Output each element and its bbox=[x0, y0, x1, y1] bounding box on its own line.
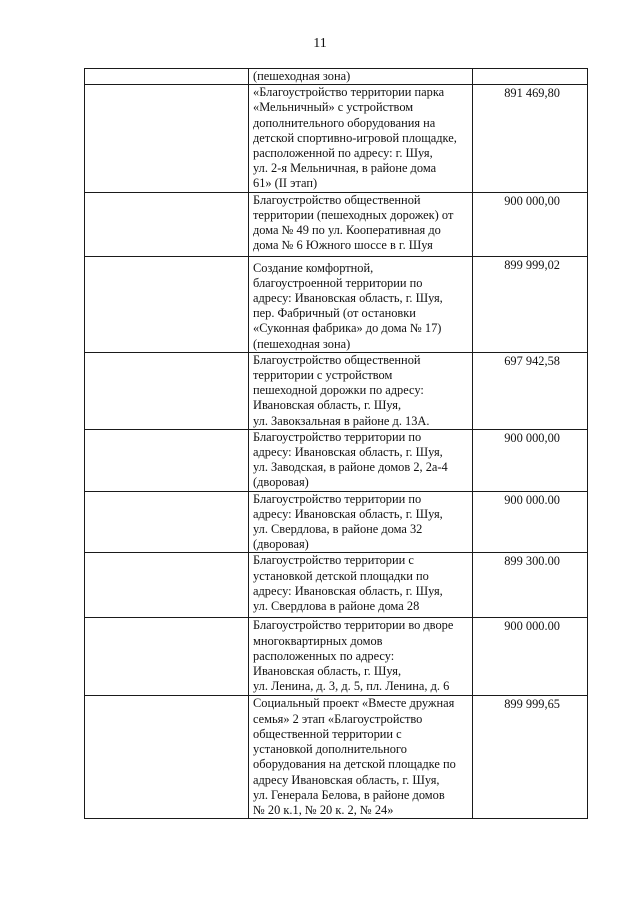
table-cell-empty bbox=[85, 429, 249, 491]
project-description: Создание комфортной, благоустроенной территории по адресу: Ивановская область, г. Шуя, пер. Фабричный (от остановки «Суконная фабрика» до дома № 17) (пешеходная зона) bbox=[249, 256, 473, 352]
project-amount: 697 942,58 bbox=[473, 352, 588, 429]
table-cell-empty bbox=[85, 618, 249, 696]
project-description: Благоустройство общественной территории с устройством пешеходной дорожки по адресу: Ивановская область, г. Шуя, ул. Завокзальная в районе д. 13А. bbox=[249, 352, 473, 429]
project-description: Социальный проект «Вместе дружная семья» 2 этап «Благоустройство общественной территории с установкой дополнительного оборудования на детской площадке по адресу Ивановская область, г. Шуя, ул. Генерала Белова, в районе домов № 20 к.1, № 20 к. 2, № 24» bbox=[249, 696, 473, 819]
project-amount: 900 000,00 bbox=[473, 429, 588, 491]
project-description: Благоустройство территории во дворе многоквартирных домов расположенных по адресу: Ивановская область, г. Шуя, ул. Ленина, д. 3, д. 5, пл. Ленина, д. 6 bbox=[249, 618, 473, 696]
project-amount: 899 999,02 bbox=[473, 256, 588, 352]
table-row bbox=[85, 696, 588, 819]
table-cell-empty bbox=[85, 256, 249, 352]
project-amount: 900 000.00 bbox=[473, 618, 588, 696]
project-amount: 891 469,80 bbox=[473, 85, 588, 192]
project-amount bbox=[473, 69, 588, 85]
table-row bbox=[85, 618, 588, 696]
page-number: 11 bbox=[313, 36, 327, 51]
table-cell-empty bbox=[85, 352, 249, 429]
table-row bbox=[85, 429, 588, 491]
project-description: Благоустройство общественной территории (пешеходных дорожек) от дома № 49 по ул. Кооперативная до дома № 6 Южного шоссе в г. Шуя bbox=[249, 192, 473, 256]
table-row bbox=[85, 553, 588, 618]
table-cell-empty bbox=[85, 85, 249, 192]
project-description: «Благоустройство территории парка «Мельничный» с устройством дополнительного оборудования на детской спортивно-игровой площадке, расположенной по адресу: г. Шуя, ул. 2-я Мельничная, в районе дома 61» (II этап) bbox=[249, 85, 473, 192]
project-amount: 899 300.00 bbox=[473, 553, 588, 618]
table-row bbox=[85, 85, 588, 192]
project-description: Благоустройство территории по адресу: Ивановская область, г. Шуя, ул. Заводская, в районе домов 2, 2а-4 (дворовая) bbox=[249, 429, 473, 491]
table-cell-empty bbox=[85, 553, 249, 618]
table-cell-empty bbox=[85, 696, 249, 819]
project-description: (пешеходная зона) bbox=[249, 69, 473, 85]
project-amount: 900 000.00 bbox=[473, 491, 588, 553]
table-row bbox=[85, 69, 588, 85]
table-row bbox=[85, 352, 588, 429]
project-amount: 900 000,00 bbox=[473, 192, 588, 256]
table-cell-empty bbox=[85, 491, 249, 553]
project-description: Благоустройство территории с установкой детской площадки по адресу: Ивановская область, г. Шуя, ул. Свердлова в районе дома 28 bbox=[249, 553, 473, 618]
table-row bbox=[85, 256, 588, 352]
table-cell-empty bbox=[85, 192, 249, 256]
table-cell-empty bbox=[85, 69, 249, 85]
project-description: Благоустройство территории по адресу: Ивановская область, г. Шуя, ул. Свердлова, в районе дома 32 (дворовая) bbox=[249, 491, 473, 553]
projects-table bbox=[84, 68, 588, 819]
table-row bbox=[85, 491, 588, 553]
project-amount: 899 999,65 bbox=[473, 696, 588, 819]
table-row bbox=[85, 192, 588, 256]
